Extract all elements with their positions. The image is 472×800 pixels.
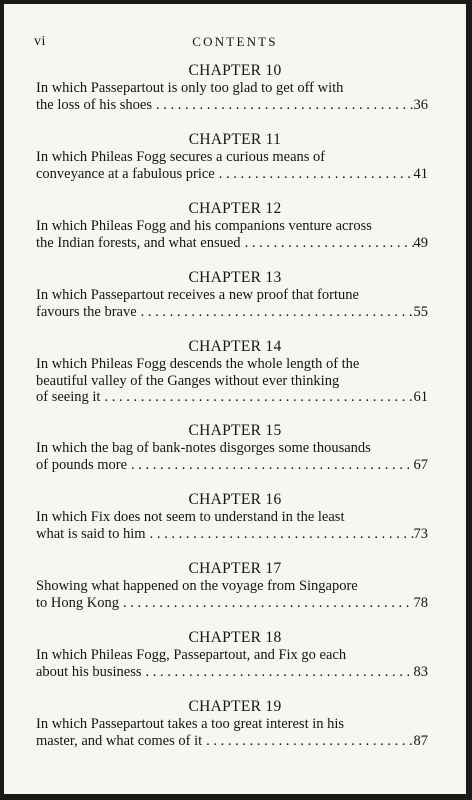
contents-entry — [4, 62, 466, 131]
chapter-heading: CHAPTER 17 — [188, 560, 282, 577]
chapter-description-line — [36, 733, 428, 750]
chapter-description-line — [36, 595, 428, 612]
dot-leader — [202, 733, 413, 750]
chapter-description-line: Showing what happened on the voyage from Singapore — [36, 578, 358, 594]
page-number: vi — [34, 34, 46, 49]
chapter-page-number: 55 — [413, 303, 428, 320]
chapter-description-text: the Indian forests, and what ensued — [36, 234, 241, 251]
chapter-description-text: of seeing it — [36, 389, 101, 405]
chapter-description-line — [36, 304, 428, 321]
chapter-description-line: In which Passepartout receives a new proof that fortune — [36, 287, 359, 303]
dot-leader — [241, 235, 414, 252]
chapter-description-line: beautiful valley of the Ganges without ever thinking — [36, 372, 340, 389]
contents-entry — [4, 491, 466, 560]
chapter-heading: CHAPTER 12 — [188, 200, 282, 217]
chapter-description-text: about his business — [36, 663, 142, 680]
chapter-heading: CHAPTER 10 — [188, 62, 282, 79]
chapter-description-line — [36, 389, 428, 406]
chapter-description-line — [36, 526, 428, 543]
dot-leader — [142, 664, 414, 681]
contents-entry — [4, 200, 466, 269]
contents-entry — [4, 131, 466, 200]
chapter-page-number: 36 — [413, 96, 428, 113]
contents-list — [4, 62, 466, 767]
chapter-description-line: In which Phileas Fogg descends the whole length of the — [36, 356, 360, 372]
chapter-heading: CHAPTER 14 — [188, 338, 282, 355]
chapter-description-line — [36, 97, 428, 114]
chapter-heading: CHAPTER 19 — [188, 698, 282, 715]
contents-entry — [4, 698, 466, 767]
chapter-heading: CHAPTER 18 — [188, 629, 282, 646]
chapter-description-text: to Hong Kong — [36, 594, 119, 611]
chapter-description-text: conveyance at a fabulous price — [36, 165, 215, 182]
dot-leader — [215, 166, 414, 183]
dot-leader — [127, 457, 413, 474]
chapter-heading: CHAPTER 13 — [188, 269, 282, 286]
chapter-description-line — [36, 664, 428, 681]
chapter-description-line — [36, 235, 428, 252]
chapter-page-number: 83 — [413, 663, 428, 680]
dot-leader — [152, 97, 414, 114]
chapter-page-number: 73 — [413, 525, 428, 542]
chapter-description-line: In which Phileas Fogg and his companions venture across — [36, 218, 372, 234]
contents-entry — [4, 629, 466, 698]
contents-entry — [4, 269, 466, 338]
chapter-description-line: In which Phileas Fogg, Passepartout, and Fix go each — [36, 647, 347, 663]
chapter-description-text: the loss of his shoes — [36, 96, 152, 113]
chapter-description-line — [36, 166, 428, 183]
chapter-heading: CHAPTER 15 — [188, 422, 282, 439]
chapter-description-line: In which Phileas Fogg secures a curious means of — [36, 149, 326, 165]
book-page — [4, 4, 466, 794]
dot-leader — [146, 526, 414, 543]
contents-entry — [4, 338, 466, 422]
chapter-description-text: master, and what comes of it — [36, 732, 203, 749]
chapter-page-number: 78 — [413, 594, 428, 611]
contents-entry — [4, 560, 466, 629]
chapter-heading: CHAPTER 16 — [188, 491, 282, 508]
chapter-description-line: In which Passepartout takes a too great interest in his — [36, 716, 345, 732]
chapter-description-text: of pounds more — [36, 456, 128, 473]
chapter-page-number: 61 — [413, 389, 428, 405]
contents-entry — [4, 422, 466, 491]
chapter-description-line: In which the bag of bank-notes disgorges some thousands — [36, 440, 371, 456]
dot-leader — [119, 595, 414, 612]
chapter-page-number: 67 — [413, 456, 428, 473]
chapter-description-line: In which Passepartout is only too glad to get off with — [36, 80, 344, 96]
chapter-page-number: 87 — [413, 732, 428, 749]
chapter-description-text: favours the brave — [36, 303, 137, 320]
page-header — [4, 34, 466, 54]
chapter-description-text: what is said to him — [36, 525, 146, 542]
chapter-description-line — [36, 457, 428, 474]
dot-leader — [137, 304, 414, 321]
chapter-heading: CHAPTER 11 — [188, 131, 282, 148]
page-title: CONTENTS — [192, 34, 278, 49]
chapter-page-number: 49 — [413, 234, 428, 251]
chapter-description-line: In which Fix does not seem to understand in the least — [36, 509, 345, 525]
chapter-page-number: 41 — [413, 165, 428, 182]
dot-leader — [100, 389, 413, 406]
